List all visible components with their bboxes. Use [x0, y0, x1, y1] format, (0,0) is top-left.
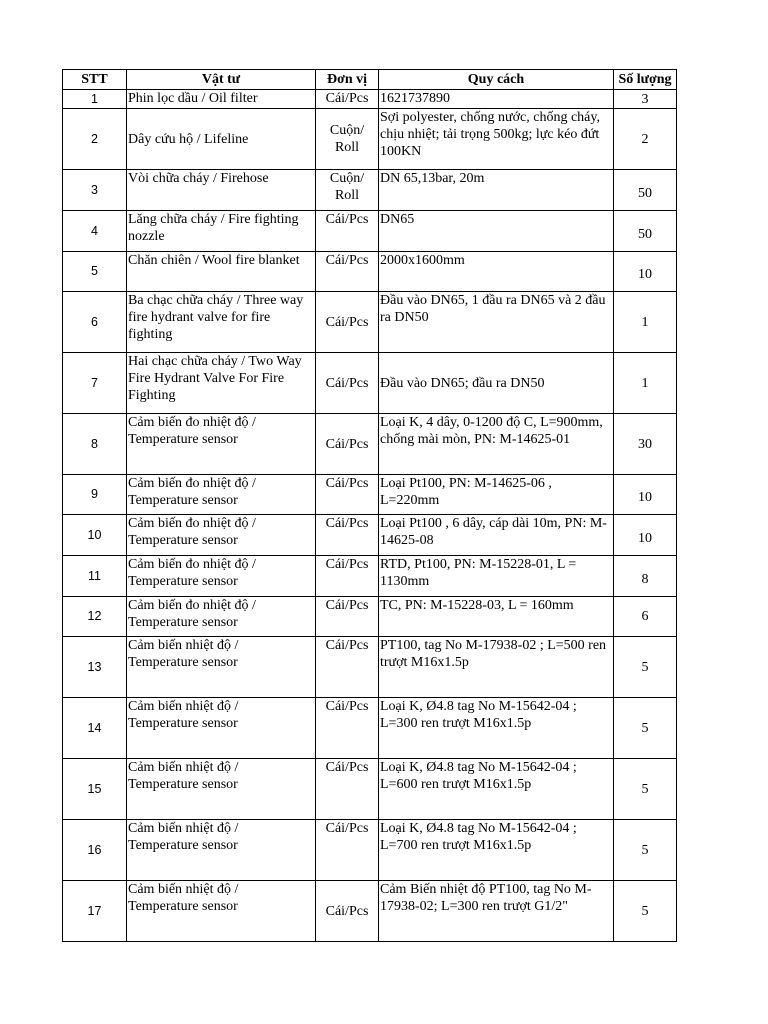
cell-unit: Cái/Pcs — [316, 556, 379, 597]
cell-unit: Cái/Pcs — [316, 759, 379, 820]
table-row — [63, 252, 677, 292]
cell-qty: 10 — [614, 252, 677, 292]
cell-stt: 2 — [63, 109, 127, 170]
table-row — [63, 698, 677, 759]
cell-unit: Cái/Pcs — [316, 515, 379, 556]
cell-qty: 5 — [614, 637, 677, 698]
cell-unit: Cái/Pcs — [316, 211, 379, 252]
cell-spec: 1621737890 — [379, 90, 614, 109]
cell-stt: 8 — [63, 414, 127, 475]
cell-spec: DN 65,13bar, 20m — [379, 170, 614, 211]
table-row — [63, 292, 677, 353]
cell-unit: Cái/Pcs — [316, 820, 379, 881]
cell-item — [127, 637, 316, 698]
cell-item — [127, 759, 316, 820]
cell-unit: Cái/Pcs — [316, 353, 379, 414]
cell-spec: 2000x1600mm — [379, 252, 614, 292]
cell-spec: Loại K, Ø4.8 tag No M-15642-04 ; L=300 ren trượt M16x1.5p — [379, 698, 614, 759]
cell-spec: Sợi polyester, chống nước, chống cháy, chịu nhiệt; tải trọng 500kg; lực kéo đứt 100KN — [379, 109, 614, 170]
cell-stt: 1 — [63, 90, 127, 109]
cell-stt: 5 — [63, 252, 127, 292]
cell-stt: 14 — [63, 698, 127, 759]
cell-qty: 50 — [614, 170, 677, 211]
cell-item-text: Cảm biến nhiệt độ / Temperature sensor — [128, 882, 239, 914]
table-row — [63, 109, 677, 170]
cell-item-text: Cảm biến nhiệt độ / Temperature sensor — [128, 699, 239, 731]
table-row — [63, 820, 677, 881]
cell-spec: Loại Pt100, PN: M-14625-06 , L=220mm — [379, 475, 614, 515]
header-spec: Quy cách — [379, 70, 614, 90]
cell-unit: Cái/Pcs — [316, 475, 379, 515]
cell-stt: 3 — [63, 170, 127, 211]
cell-spec: RTD, Pt100, PN: M-15228-01, L = 1130mm — [379, 556, 614, 597]
cell-unit: Cái/Pcs — [316, 637, 379, 698]
cell-qty: 50 — [614, 211, 677, 252]
cell-item: Phin lọc dầu / Oil filter — [127, 90, 316, 109]
cell-spec: TC, PN: M-15228-03, L = 160mm — [379, 597, 614, 637]
cell-unit: Cái/Pcs — [316, 414, 379, 475]
header-row — [63, 70, 677, 90]
table-row — [63, 414, 677, 475]
cell-stt: 17 — [63, 881, 127, 942]
cell-qty: 1 — [614, 353, 677, 414]
cell-stt: 16 — [63, 820, 127, 881]
cell-unit: Cuộn/ Roll — [316, 109, 379, 170]
table-row — [63, 475, 677, 515]
cell-spec: Loại Pt100 , 6 dây, cáp dài 10m, PN: M-14625-08 — [379, 515, 614, 556]
cell-stt: 4 — [63, 211, 127, 252]
cell-unit: Cái/Pcs — [316, 881, 379, 942]
cell-spec: Cảm Biến nhiệt độ PT100, tag No M-17938-02; L=300 ren trượt G1/2" — [379, 881, 614, 942]
table-row — [63, 353, 677, 414]
cell-unit: Cái/Pcs — [316, 252, 379, 292]
table-row — [63, 881, 677, 942]
cell-item: Chăn chiên / Wool fire blanket — [127, 252, 316, 292]
cell-stt: 13 — [63, 637, 127, 698]
cell-item: Lăng chữa cháy / Fire fighting nozzle — [127, 211, 316, 252]
cell-qty: 2 — [614, 109, 677, 170]
cell-qty: 10 — [614, 515, 677, 556]
table-row — [63, 515, 677, 556]
cell-item-text: Cảm biến nhiệt độ / Temperature sensor — [128, 760, 239, 792]
cell-item: Ba chạc chữa cháy / Three way fire hydrant valve for fire fighting — [127, 292, 316, 353]
header-stt: STT — [63, 70, 127, 90]
cell-qty: 10 — [614, 475, 677, 515]
cell-unit: Cái/Pcs — [316, 292, 379, 353]
cell-qty: 5 — [614, 759, 677, 820]
cell-stt: 9 — [63, 475, 127, 515]
cell-spec: PT100, tag No M-17938-02 ; L=500 ren trượt M16x1.5p — [379, 637, 614, 698]
cell-spec: Đầu vào DN65; đầu ra DN50 — [379, 353, 614, 414]
table-row — [63, 170, 677, 211]
table-row — [63, 759, 677, 820]
cell-item: Hai chạc chữa cháy / Two Way Fire Hydrant Valve For Fire Fighting — [127, 353, 316, 414]
cell-unit: Cuộn/ Roll — [316, 170, 379, 211]
cell-item: Cảm biến đo nhiệt độ / Temperature sensor — [127, 475, 316, 515]
cell-item: Cảm biến đo nhiệt độ / Temperature sensor — [127, 414, 316, 475]
cell-qty: 1 — [614, 292, 677, 353]
cell-unit: Cái/Pcs — [316, 597, 379, 637]
cell-stt: 11 — [63, 556, 127, 597]
cell-qty: 8 — [614, 556, 677, 597]
table-row — [63, 211, 677, 252]
cell-qty: 5 — [614, 820, 677, 881]
cell-item: Cảm biến đo nhiệt độ / Temperature sensor — [127, 597, 316, 637]
cell-item: Cảm biến đo nhiệt độ / Temperature sensor — [127, 556, 316, 597]
table-row — [63, 90, 677, 109]
cell-item: Cảm biến đo nhiệt độ / Temperature sensor — [127, 515, 316, 556]
cell-qty: 3 — [614, 90, 677, 109]
cell-qty: 6 — [614, 597, 677, 637]
cell-stt: 15 — [63, 759, 127, 820]
cell-spec: Loại K, Ø4.8 tag No M-15642-04 ; L=700 ren trượt M16x1.5p — [379, 820, 614, 881]
table-row — [63, 597, 677, 637]
cell-qty: 5 — [614, 698, 677, 759]
cell-item-text: Cảm biến nhiệt độ / Temperature sensor — [128, 638, 239, 670]
table-row — [63, 556, 677, 597]
cell-qty: 30 — [614, 414, 677, 475]
cell-qty: 5 — [614, 881, 677, 942]
cell-spec: DN65 — [379, 211, 614, 252]
cell-item: Vòi chữa cháy / Firehose — [127, 170, 316, 211]
cell-stt: 6 — [63, 292, 127, 353]
cell-stt: 12 — [63, 597, 127, 637]
header-item: Vật tư — [127, 70, 316, 90]
cell-item-text: Cảm biến nhiệt độ / Temperature sensor — [128, 821, 239, 853]
materials-table — [62, 69, 677, 942]
table-row — [63, 637, 677, 698]
cell-item — [127, 698, 316, 759]
cell-stt: 7 — [63, 353, 127, 414]
cell-item — [127, 881, 316, 942]
cell-item: Dây cứu hộ / Lifeline — [127, 109, 316, 170]
cell-spec: Loại K, 4 dây, 0-1200 độ C, L=900mm, chống mài mòn, PN: M-14625-01 — [379, 414, 614, 475]
header-unit: Đơn vị — [316, 70, 379, 90]
cell-unit: Cái/Pcs — [316, 90, 379, 109]
cell-spec: Đầu vào DN65, 1 đầu ra DN65 và 2 đầu ra DN50 — [379, 292, 614, 353]
header-qty: Số lượng — [614, 70, 677, 90]
cell-unit: Cái/Pcs — [316, 698, 379, 759]
cell-item — [127, 820, 316, 881]
cell-spec: Loại K, Ø4.8 tag No M-15642-04 ; L=600 ren trượt M16x1.5p — [379, 759, 614, 820]
cell-stt: 10 — [63, 515, 127, 556]
